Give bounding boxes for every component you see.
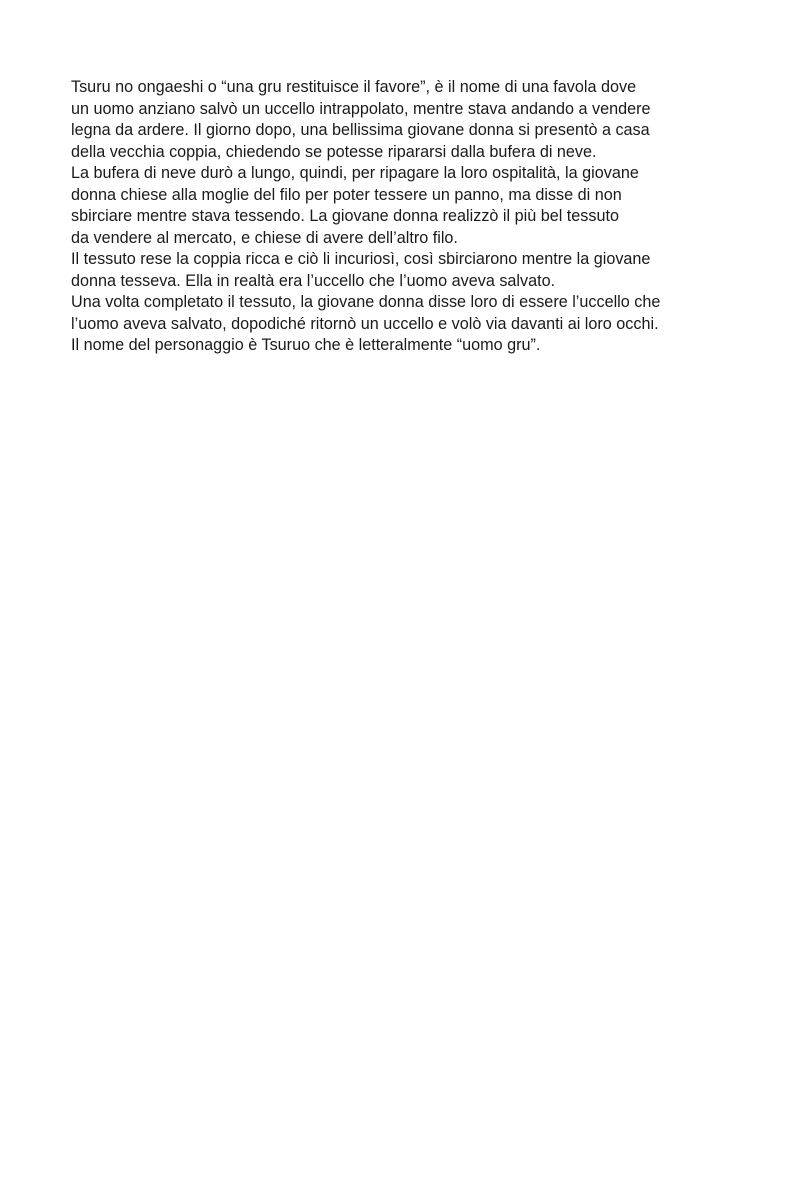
text-line: La bufera di neve durò a lungo, quindi, per ripagare la loro ospitalità, la giovane xyxy=(71,164,639,182)
text-line: donna chiese alla moglie del filo per poter tessere un panno, ma disse di non xyxy=(71,185,622,204)
story-text xyxy=(71,77,761,357)
text-line: l’uomo aveva salvato, dopodiché ritornò un uccello e volò via davanti ai loro occhi. xyxy=(71,314,659,333)
text-line: sbirciare mentre stava tessendo. La giovane donna realizzò il più bel tessuto xyxy=(71,207,619,225)
text-line: un uomo anziano salvò un uccello intrappolato, mentre stava andando a vendere xyxy=(71,99,651,118)
text-line: Una volta completato il tessuto, la giovane donna disse loro di essere l’uccello che xyxy=(71,293,661,311)
text-line: donna tesseva. Ella in realtà era l’uccello che l’uomo aveva salvato. xyxy=(71,271,556,290)
text-line: Tsuru no ongaeshi o “una gru restituisce il favore”, è il nome di una favola dove xyxy=(71,78,637,96)
text-line: della vecchia coppia, chiedendo se potesse ripararsi dalla bufera di neve. xyxy=(71,142,597,161)
text-line: legna da ardere. Il giorno dopo, una bellissima giovane donna si presentò a casa xyxy=(71,121,650,139)
text-line: Il tessuto rese la coppia ricca e ciò li incuriosì, così sbirciarono mentre la giovane xyxy=(71,250,651,268)
text-line: da vendere al mercato, e chiese di avere dell’altro filo. xyxy=(71,228,458,247)
text-line: Il nome del personaggio è Tsuruo che è letteralmente “uomo gru”. xyxy=(71,336,541,354)
